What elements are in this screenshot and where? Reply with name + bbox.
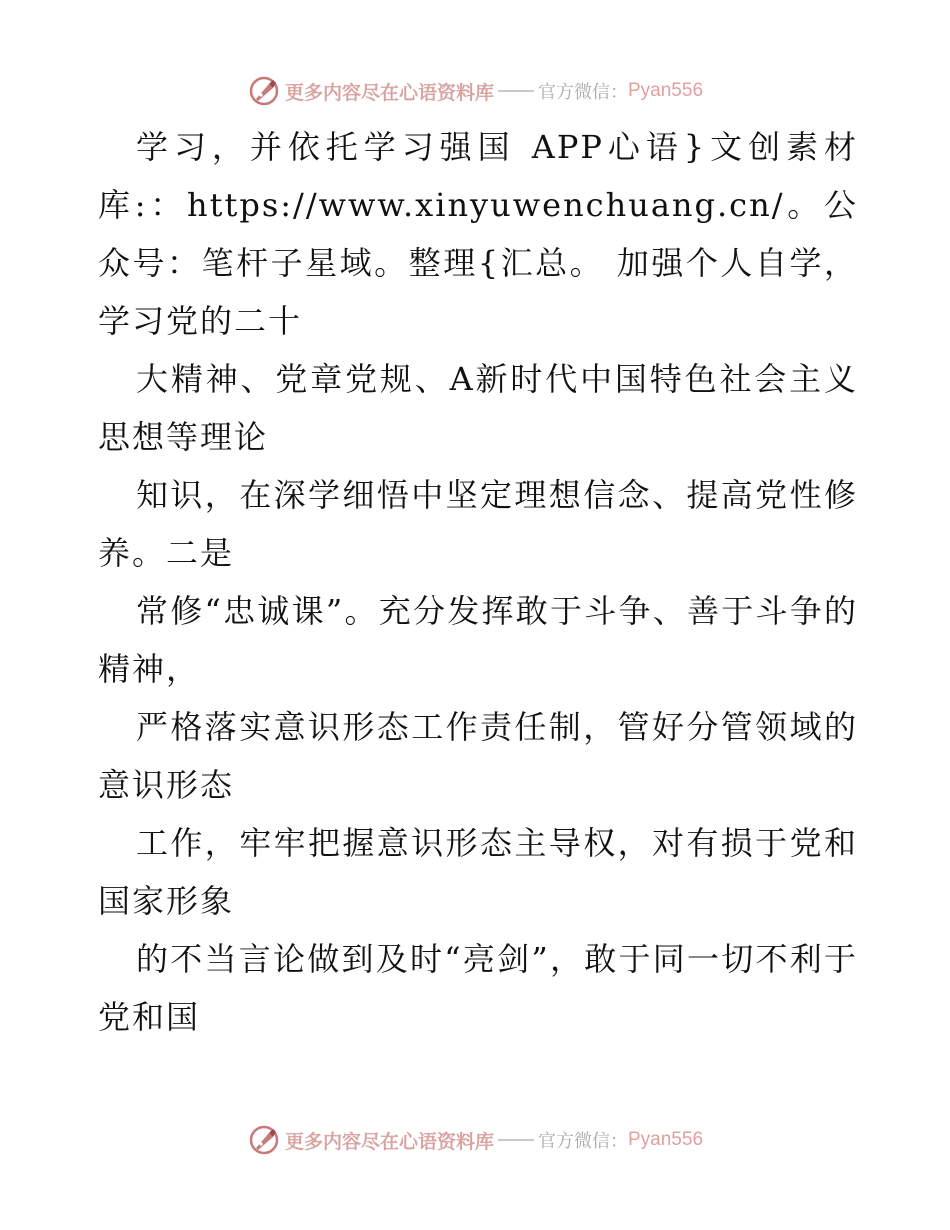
- paragraph: 知识，在深学细悟中坚定理想信念、提高党性修养。二是: [98, 476, 858, 572]
- paragraph: 的不当言论做到及时“亮剑”，敢于同一切不利于党和国: [98, 940, 858, 1036]
- paragraph: 工作，牢牢把握意识形态主导权，对有损于党和国家形象: [98, 824, 858, 920]
- watermark-handle: Pyan556: [628, 1129, 704, 1150]
- watermark-label: 官方微信：: [538, 1131, 628, 1152]
- paragraph: 大精神、党章党规、A新时代中国特色社会主义思想等理论: [98, 360, 858, 456]
- document-body: [98, 118, 858, 1046]
- watermark-brand: 更多内容尽在心语资料库: [284, 1130, 494, 1153]
- pen-nib-logo-icon: [247, 74, 281, 108]
- paragraph: 学习，并依托学习强国 APP心语}文创素材库:：https://www.xinyuwenchuang.cn/。公众号：笔杆子星域。整理{汇总。 加强个人自学，学习党的二十: [98, 128, 858, 340]
- watermark-divider: [498, 1139, 534, 1141]
- watermark-handle: Pyan556: [628, 80, 704, 101]
- watermark-brand: 更多内容尽在心语资料库: [284, 81, 494, 104]
- watermark-label: 官方微信：: [538, 82, 628, 103]
- watermark-divider: [498, 90, 534, 92]
- paragraph: 常修“忠诚课”。充分发挥敢于斗争、善于斗争的精神，: [98, 592, 858, 688]
- paragraph: 严格落实意识形态工作责任制，管好分管领域的意识形态: [98, 708, 858, 804]
- pen-nib-logo-icon: [247, 1123, 281, 1157]
- footer-watermark: [0, 1120, 950, 1160]
- header-watermark: [0, 71, 950, 111]
